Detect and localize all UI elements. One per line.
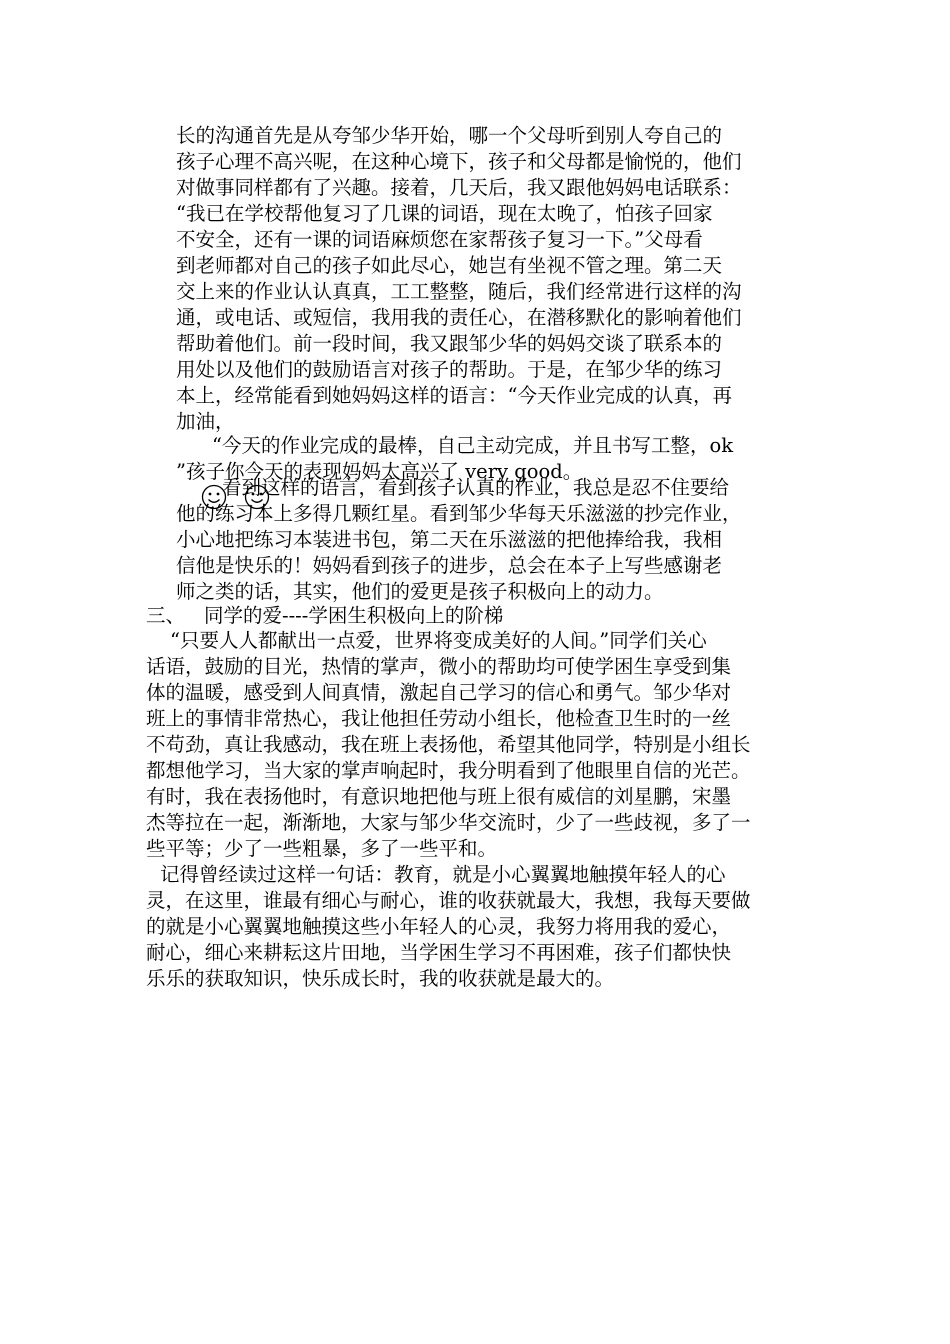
text-line: 不苟劲，真让我感动，我在班上表扬他，希望其他同学，特别是小组长 xyxy=(146,733,751,756)
text-line: 耐心，细心来耕耘这片田地，当学困生学习不再困难，孩子们都快快 xyxy=(146,941,732,964)
text-line: “只要人人都献出一点爱，世界将变成美好的人间。”同学们关心 xyxy=(170,629,707,652)
text-line: 话语，鼓励的目光，热情的掌声，微小的帮助均可使学困生享受到集 xyxy=(146,655,732,678)
text-line: 到老师都对自己的孩子如此尽心，她岂有坐视不管之理。第二天 xyxy=(176,254,723,277)
text-line: 小心地把练习本装进书包，第二天在乐滋滋的把他捧给我，我相 xyxy=(176,528,723,551)
text-line: 灵，在这里，谁最有细心与耐心，谁的收获就最大，我想，我每天要做 xyxy=(146,889,751,912)
section-title: 同学的爱----学困生积极向上的阶梯 xyxy=(204,604,504,627)
text-line: 孩子心理不高兴呢，在这种心境下，孩子和父母都是愉悦的，他们 xyxy=(176,150,742,173)
text-line: 用处以及他们的鼓励语言对孩子的帮助。于是，在邹少华的练习 xyxy=(176,358,723,381)
text-line: 有时，我在表扬他时，有意识地把他与班上很有威信的刘星鹏，宋墨 xyxy=(146,785,732,808)
text-line: 师之类的话，其实，他们的爱更是孩子积极向上的动力。 xyxy=(176,580,664,603)
text-line: 乐乐的获取知识，快乐成长时，我的收获就是最大的。 xyxy=(146,967,615,990)
text-line: 帮助着他们。前一段时间，我又跟邹少华的妈妈交谈了联系本的 xyxy=(176,332,723,355)
text-line: 他的练习本上多得几颗红星。看到邹少华每天乐滋滋的抄完作业， xyxy=(176,502,742,525)
text-line: 看到这样的语言，看到孩子认真的作业，我总是忍不住要给 xyxy=(222,476,730,499)
quote-line: ”孩子你今天的表现妈妈太高兴了 very good。 xyxy=(176,460,583,483)
text-line: 都想他学习，当大家的掌声响起时，我分明看到了他眼里自信的光芒。 xyxy=(146,759,751,782)
text-line: 信他是快乐的！妈妈看到孩子的进步，总会在本子上写些感谢老 xyxy=(176,554,723,577)
text-line: 班上的事情非常热心，我让他担任劳动小组长，他检查卫生时的一丝 xyxy=(146,707,732,730)
text-line: “我已在学校帮他复习了几课的词语，现在太晚了，怕孩子回家 xyxy=(176,202,713,225)
text-line: 体的温暖，感受到人间真情，激起自己学习的信心和勇气。邹少华对 xyxy=(146,681,732,704)
text-line: 的就是小心翼翼地触摸这些小年轻人的心灵，我努力将用我的爱心， xyxy=(146,915,732,938)
text-line: 本上，经常能看到她妈妈这样的语言：“今天作业完成的认真，再 xyxy=(176,384,732,407)
section-number: 三、 xyxy=(146,604,186,627)
text-line: 交上来的作业认认真真，工工整整，随后，我们经常进行这样的沟 xyxy=(176,280,742,303)
text-line: 加油， xyxy=(176,410,235,433)
text-line: 通，或电话、或短信，我用我的责任心，在潜移默化的影响着他们 xyxy=(176,306,742,329)
text-line: 对做事同样都有了兴趣。接着，几天后，我又跟他妈妈电话联系： xyxy=(176,176,742,199)
text-line: 长的沟通首先是从夸邹少华开始，哪一个父母听到别人夸自己的 xyxy=(176,124,723,147)
text-line: 记得曾经读过这样一句话：教育，就是小心翼翼地触摸年轻人的心 xyxy=(160,863,726,886)
text-line: 杰等拉在一起，渐渐地，大家与邹少华交流时，少了一些歧视，多了一 xyxy=(146,811,751,834)
text-line: 些平等；少了一些粗暴，多了一些平和。 xyxy=(146,837,498,860)
text-line: 不安全，还有一课的词语麻烦您在家帮孩子复习一下。”父母看 xyxy=(176,228,703,251)
quote-line: “今天的作业完成的最棒，自己主动完成，并且书写工整，ok xyxy=(212,434,734,457)
